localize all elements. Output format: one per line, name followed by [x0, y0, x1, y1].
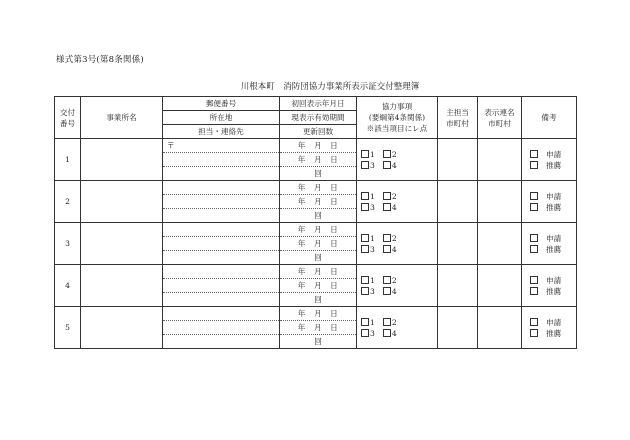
address-cell[interactable]	[163, 321, 280, 335]
address-cell[interactable]	[163, 153, 280, 167]
postal-cell[interactable]	[163, 181, 280, 195]
table-row	[55, 307, 577, 321]
table-row	[55, 223, 577, 237]
header-first-date: 初回表示年月日	[280, 97, 357, 111]
header-coop: 協力事項 (要綱第4条関係) ※該当項目にレ点	[357, 97, 438, 139]
header-postal: 郵便番号	[163, 97, 280, 111]
valid-period-cell[interactable]: 年 月 日	[280, 321, 357, 335]
office-name-cell[interactable]	[81, 181, 163, 223]
apply-checkbox[interactable]	[530, 276, 538, 284]
remarks-cell: 申請 推薦	[522, 223, 577, 265]
coop-checkbox-2[interactable]	[383, 150, 391, 158]
recommend-checkbox[interactable]	[530, 287, 538, 295]
main-town-cell[interactable]	[438, 307, 478, 349]
display-town-cell[interactable]	[478, 139, 522, 181]
office-name-cell[interactable]	[81, 307, 163, 349]
main-town-cell[interactable]	[438, 223, 478, 265]
table-row	[55, 265, 577, 279]
apply-checkbox[interactable]	[530, 192, 538, 200]
valid-period-cell[interactable]: 年 月 日	[280, 153, 357, 167]
office-name-cell[interactable]	[81, 223, 163, 265]
coop-checkboxes: 1 2 3 4	[357, 223, 438, 265]
display-town-cell[interactable]	[478, 265, 522, 307]
coop-checkbox-3[interactable]	[361, 287, 369, 295]
display-town-cell[interactable]	[478, 181, 522, 223]
renewal-count-cell[interactable]: 回	[280, 251, 357, 265]
recommend-checkbox[interactable]	[530, 161, 538, 169]
valid-period-cell[interactable]: 年 月 日	[280, 195, 357, 209]
row-number: 5	[55, 307, 81, 349]
header-no: 交付 番号	[55, 97, 81, 139]
postal-mark: 〒	[167, 141, 175, 150]
renewal-count-cell[interactable]: 回	[280, 335, 357, 349]
row-number: 2	[55, 181, 81, 223]
address-cell[interactable]	[163, 279, 280, 293]
contact-cell[interactable]	[163, 209, 280, 223]
contact-cell[interactable]	[163, 167, 280, 181]
coop-checkbox-2[interactable]	[383, 276, 391, 284]
main-town-cell[interactable]	[438, 265, 478, 307]
remarks-cell: 申請 推薦	[522, 181, 577, 223]
row-number: 4	[55, 265, 81, 307]
row-number: 1	[55, 139, 81, 181]
coop-checkbox-1[interactable]	[361, 192, 369, 200]
coop-checkbox-4[interactable]	[383, 287, 391, 295]
header-valid-period: 現表示有効期間	[280, 111, 357, 125]
coop-checkboxes: 1 2 3 4	[357, 265, 438, 307]
apply-checkbox[interactable]	[530, 234, 538, 242]
first-date-cell[interactable]: 年 月 日	[280, 181, 357, 195]
coop-checkbox-2[interactable]	[383, 318, 391, 326]
recommend-checkbox[interactable]	[530, 203, 538, 211]
header-remarks: 備考	[522, 97, 577, 139]
apply-checkbox[interactable]	[530, 318, 538, 326]
coop-checkbox-1[interactable]	[361, 234, 369, 242]
postal-cell[interactable]	[163, 307, 280, 321]
remarks-cell: 申請 推薦	[522, 139, 577, 181]
address-cell[interactable]	[163, 195, 280, 209]
apply-checkbox[interactable]	[530, 150, 538, 158]
coop-checkbox-1[interactable]	[361, 276, 369, 284]
register-table	[54, 96, 577, 349]
document-title: 川根本町 消防団協力事業所表示証交付整理簿	[240, 82, 420, 92]
first-date-cell[interactable]: 年 月 日	[280, 265, 357, 279]
main-town-cell[interactable]	[438, 139, 478, 181]
header-main-town: 主担当 市町村	[438, 97, 478, 139]
display-town-cell[interactable]	[478, 307, 522, 349]
postal-cell[interactable]	[163, 139, 280, 153]
contact-cell[interactable]	[163, 293, 280, 307]
first-date-cell[interactable]: 年 月 日	[280, 307, 357, 321]
recommend-checkbox[interactable]	[530, 245, 538, 253]
row-number: 3	[55, 223, 81, 265]
coop-checkboxes: 1 2 3 4	[357, 307, 438, 349]
coop-checkbox-2[interactable]	[383, 234, 391, 242]
header-contact: 担当・連絡先	[163, 125, 280, 139]
renewal-count-cell[interactable]: 回	[280, 293, 357, 307]
postal-cell[interactable]	[163, 223, 280, 237]
renewal-count-cell[interactable]: 回	[280, 209, 357, 223]
valid-period-cell[interactable]: 年 月 日	[280, 279, 357, 293]
valid-period-cell[interactable]: 年 月 日	[280, 237, 357, 251]
contact-cell[interactable]	[163, 251, 280, 265]
coop-checkboxes: 1 2 3 4	[357, 181, 438, 223]
coop-checkbox-3[interactable]	[361, 203, 369, 211]
renewal-count-cell[interactable]: 回	[280, 167, 357, 181]
coop-checkbox-1[interactable]	[361, 150, 369, 158]
recommend-checkbox[interactable]	[530, 329, 538, 337]
coop-checkbox-3[interactable]	[361, 161, 369, 169]
table-header	[55, 97, 577, 139]
coop-checkboxes: 1 2 3 4	[357, 139, 438, 181]
header-address: 所在地	[163, 111, 280, 125]
coop-checkbox-4[interactable]	[383, 245, 391, 253]
coop-checkbox-3[interactable]	[361, 245, 369, 253]
first-date-cell[interactable]: 年 月 日	[280, 223, 357, 237]
office-name-cell[interactable]	[81, 139, 163, 181]
header-renewal-count: 更新回数	[280, 125, 357, 139]
contact-cell[interactable]	[163, 335, 280, 349]
remarks-cell: 申請 推薦	[522, 307, 577, 349]
address-cell[interactable]	[163, 237, 280, 251]
coop-checkbox-1[interactable]	[361, 318, 369, 326]
remarks-cell: 申請 推薦	[522, 265, 577, 307]
table-row	[55, 139, 577, 153]
main-town-cell[interactable]	[438, 181, 478, 223]
table-body	[55, 139, 577, 349]
coop-checkbox-4[interactable]	[383, 329, 391, 337]
form-number: 様式第3号(第8条関係)	[56, 55, 144, 65]
table-row	[55, 181, 577, 195]
coop-checkbox-2[interactable]	[383, 192, 391, 200]
coop-checkbox-4[interactable]	[383, 203, 391, 211]
header-display-town: 表示連名 市町村	[478, 97, 522, 139]
coop-checkbox-4[interactable]	[383, 161, 391, 169]
first-date-cell[interactable]: 年 月 日	[280, 139, 357, 153]
office-name-cell[interactable]	[81, 265, 163, 307]
header-office-name: 事業所名	[81, 97, 163, 139]
display-town-cell[interactable]	[478, 223, 522, 265]
coop-checkbox-3[interactable]	[361, 329, 369, 337]
postal-cell[interactable]	[163, 265, 280, 279]
